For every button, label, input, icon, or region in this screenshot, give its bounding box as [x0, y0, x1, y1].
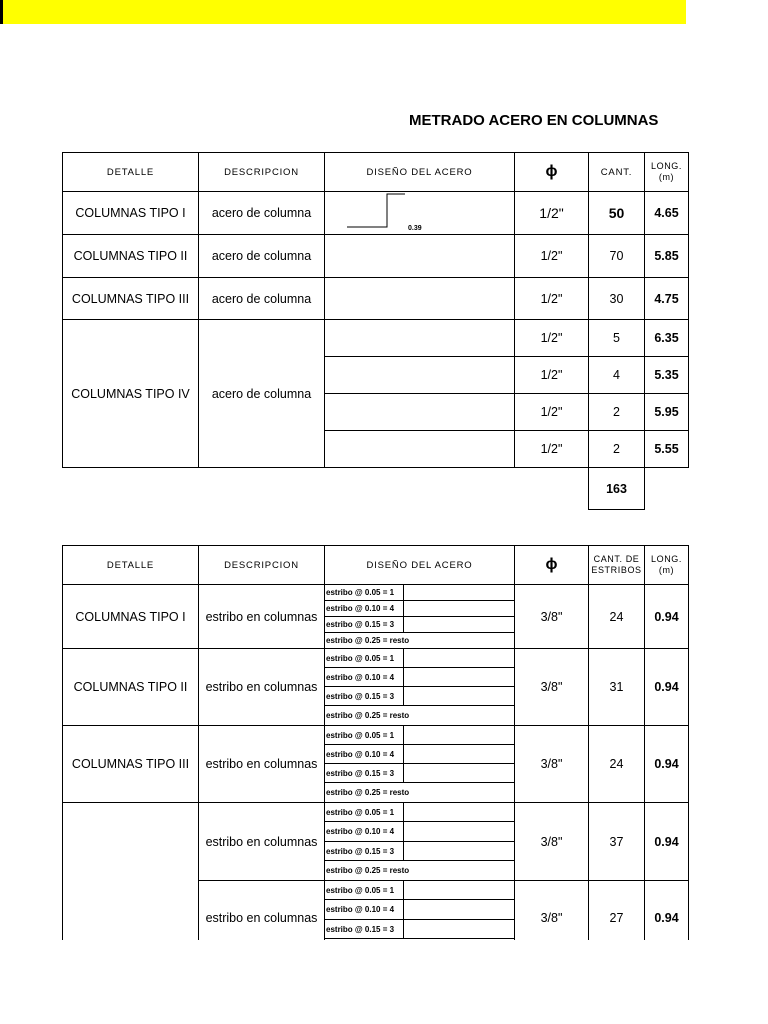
cant-cell: 37: [609, 834, 624, 849]
estribo-line: estribo @ 0.05 = 1: [326, 653, 395, 663]
estribo-line: estribo @ 0.10 = 4: [326, 672, 395, 682]
estribo-line: estribo @ 0.15 = 3: [326, 768, 395, 778]
header-cant: CANT.: [600, 166, 633, 178]
header-phi: ϕ: [545, 556, 558, 573]
phi-cell: 1/2": [540, 368, 563, 382]
long-cell: 5.35: [654, 368, 679, 382]
long-cell: 6.35: [654, 331, 679, 345]
estribo-line: estribo @ 0.25 = resto: [326, 787, 410, 797]
cant-cell: 27: [609, 911, 624, 925]
phi-cell: 3/8": [540, 757, 563, 771]
header-phi: ϕ: [545, 163, 558, 180]
long-cell: 0.94: [654, 834, 679, 849]
long-cell: 4.65: [654, 206, 679, 220]
cant-cell: 50: [608, 205, 625, 221]
detalle-cell: COLUMNAS TIPO III: [71, 757, 190, 771]
dimension-label: 0.39: [408, 224, 422, 232]
cant-cell: 5: [613, 331, 620, 345]
phi-cell: 1/2": [540, 291, 563, 306]
cant-cell: 70: [609, 249, 624, 263]
estribo-line: estribo @ 0.05 = 1: [326, 588, 395, 597]
header-descripcion: DESCRIPCION: [224, 166, 299, 178]
cant-cell: 30: [609, 291, 624, 306]
header-long: LONG. (m): [650, 161, 682, 182]
phi-cell: 3/8": [540, 834, 563, 849]
descripcion-cell: estribo en columnas: [205, 757, 318, 771]
estribo-line: estribo @ 0.15 = 3: [326, 846, 395, 856]
phi-cell: 1/2": [539, 205, 564, 221]
detalle-cell: COLUMNAS TIPO III: [71, 291, 190, 306]
estribo-line: estribo @ 0.15 = 3: [326, 691, 395, 701]
descripcion-cell: acero de columna: [211, 386, 312, 401]
page-title: METRADO ACERO EN COLUMNAS: [409, 111, 659, 129]
long-cell: 0.94: [654, 757, 679, 771]
header-diseno: DISEÑO DEL ACERO: [366, 166, 473, 178]
detalle-cell: COLUMNAS TIPO II: [73, 249, 188, 263]
estribo-line: estribo @ 0.25 = resto: [326, 710, 410, 720]
detalle-cell: COLUMNAS TIPO IV: [71, 386, 190, 401]
cant-cell: 31: [609, 680, 624, 694]
phi-cell: 1/2": [540, 405, 563, 419]
estribo-line: estribo @ 0.10 = 4: [326, 905, 395, 914]
header-diseno: DISEÑO DEL ACERO: [366, 559, 473, 571]
phi-cell: 1/2": [540, 442, 563, 456]
header-cant-estribos: CANT. DE ESTRIBOS: [591, 554, 642, 575]
descripcion-cell: acero de columna: [211, 249, 312, 263]
estribo-line: estribo @ 0.10 = 4: [326, 604, 395, 613]
total-cant: 163: [606, 481, 627, 496]
estribo-line: estribo @ 0.15 = 3: [326, 924, 395, 934]
long-cell: 0.94: [654, 911, 679, 925]
header-descripcion: DESCRIPCION: [224, 559, 299, 571]
estribo-line: estribo @ 0.05 = 1: [326, 730, 395, 740]
detalle-cell: COLUMNAS TIPO I: [75, 206, 186, 220]
descripcion-cell: acero de columna: [211, 291, 312, 306]
estribo-line: estribo @ 0.10 = 4: [326, 827, 395, 836]
title-bar: [0, 0, 686, 24]
long-cell: 0.94: [654, 680, 679, 694]
estribo-line: estribo @ 0.15 = 3: [326, 620, 395, 629]
estribo-line: estribo @ 0.25 = resto: [326, 636, 410, 645]
title-bar-mark: [0, 0, 3, 24]
estribo-line: estribo @ 0.05 = 1: [326, 807, 395, 817]
phi-cell: 3/8": [540, 680, 563, 694]
cant-cell: 2: [613, 442, 620, 456]
phi-cell: 1/2": [540, 331, 563, 345]
phi-cell: 3/8": [540, 911, 563, 925]
long-cell: 0.94: [654, 609, 679, 624]
long-cell: 5.85: [654, 249, 679, 263]
cant-cell: 24: [609, 609, 624, 624]
descripcion-cell: estribo en columnas: [205, 680, 318, 694]
long-cell: 5.55: [654, 442, 679, 456]
header-long: LONG. (m): [650, 554, 682, 575]
descripcion-cell: estribo en columnas: [205, 911, 318, 925]
long-cell: 5.95: [654, 405, 679, 419]
long-cell: 4.75: [654, 291, 679, 306]
header-detalle: DETALLE: [106, 166, 155, 178]
estribo-line: estribo @ 0.05 = 1: [326, 885, 395, 895]
phi-cell: 3/8": [540, 609, 563, 624]
estribo-line: estribo @ 0.10 = 4: [326, 749, 395, 759]
cant-cell: 24: [609, 757, 624, 771]
estribo-line: estribo @ 0.25 = resto: [326, 866, 410, 875]
detalle-cell: COLUMNAS TIPO I: [75, 609, 186, 624]
detalle-cell: COLUMNAS TIPO II: [73, 680, 188, 694]
cant-cell: 2: [613, 405, 620, 419]
cant-cell: 4: [613, 368, 620, 382]
phi-cell: 1/2": [540, 249, 563, 263]
descripcion-cell: estribo en columnas: [205, 834, 318, 849]
header-detalle: DETALLE: [106, 559, 155, 571]
descripcion-cell: estribo en columnas: [205, 609, 318, 624]
descripcion-cell: acero de columna: [211, 206, 312, 220]
